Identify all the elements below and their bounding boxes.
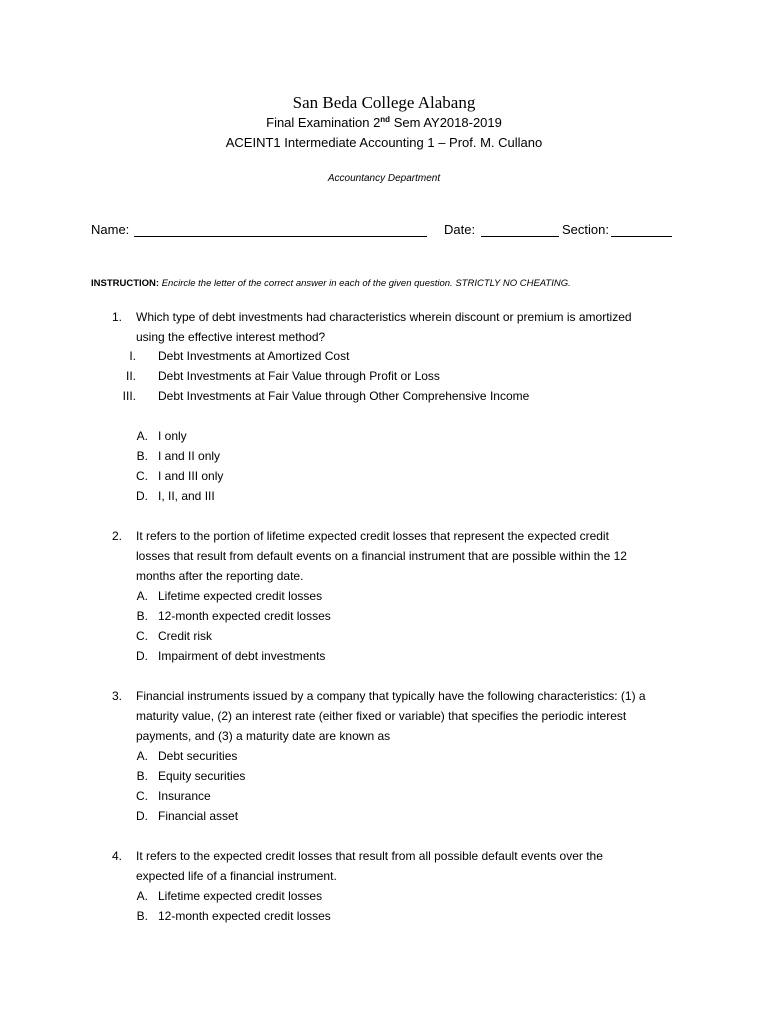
statement-text: Debt Investments at Amortized Cost — [158, 349, 350, 363]
option-letter-b[interactable]: B. — [136, 769, 148, 783]
option-text: I, II, and III — [158, 489, 215, 503]
option-text: Equity securities — [158, 769, 246, 783]
department-name: Accountancy Department — [327, 173, 441, 184]
section-blank-line[interactable] — [611, 236, 672, 237]
section-label: Section: — [562, 222, 609, 237]
instruction-label: INSTRUCTION: — [91, 278, 160, 289]
option-letter-a[interactable]: A. — [136, 429, 148, 443]
option-text: Lifetime expected credit losses — [158, 589, 323, 603]
option-letter-c[interactable]: C. — [136, 789, 148, 803]
exam-title-ordinal: nd — [380, 115, 391, 124]
statement-text: Debt Investments at Fair Value through Profit or Loss — [158, 369, 440, 383]
exam-title-post: Sem AY2018-2019 — [390, 115, 502, 130]
question-text — [136, 846, 676, 886]
option-text: 12-month expected credit losses — [158, 609, 331, 623]
option-text: Debt securities — [158, 749, 238, 763]
option-letter-c[interactable]: C. — [136, 469, 148, 483]
option-text: I only — [158, 429, 187, 443]
name-label: Name: — [91, 222, 130, 237]
option-text: Impairment of debt investments — [158, 649, 326, 663]
statement-numeral: I. — [129, 349, 136, 363]
question-text — [136, 526, 676, 586]
student-info-fields — [91, 222, 691, 242]
statement-text: Debt Investments at Fair Value through Other Comprehensive Income — [158, 389, 530, 403]
option-letter-d[interactable]: D. — [136, 649, 148, 663]
question-line: using the effective interest method? — [136, 330, 326, 344]
instruction-text: Encircle the letter of the correct answer in each of the given question. STRICTLY NO CHEATING. — [161, 278, 571, 289]
option-text: Credit risk — [158, 629, 213, 643]
option-letter-a[interactable]: A. — [136, 889, 148, 903]
question-line: It refers to the expected credit losses that result from all possible default events over the — [136, 849, 603, 863]
option-letter-d[interactable]: D. — [136, 809, 148, 823]
option-text: I and II only — [158, 449, 221, 463]
option-text: Lifetime expected credit losses — [158, 889, 323, 903]
question-line: expected life of a financial instrument. — [136, 869, 337, 883]
option-letter-c[interactable]: C. — [136, 629, 148, 643]
question-number: 3. — [112, 689, 123, 703]
exam-title-pre: Final Examination 2 — [266, 115, 381, 130]
option-text: I and III only — [158, 469, 224, 483]
question-line: losses that result from default events on a financial instrument that are possible within the 12 — [136, 549, 627, 563]
exam-title — [0, 115, 768, 130]
question-number: 1. — [112, 310, 123, 324]
option-text: 12-month expected credit losses — [158, 909, 331, 923]
question-line: Which type of debt investments had characteristics wherein discount or premium is amortized — [136, 310, 632, 324]
option-text: Financial asset — [158, 809, 239, 823]
question-line: payments, and (3) a maturity date are known as — [136, 729, 391, 743]
question-line: months after the reporting date. — [136, 569, 304, 583]
course-title: ACEINT1 Intermediate Accounting 1 – Prof. M. Cullano — [225, 135, 543, 150]
option-letter-d[interactable]: D. — [136, 489, 148, 503]
college-name: San Beda College Alabang — [292, 93, 476, 112]
name-blank-line[interactable] — [134, 236, 427, 237]
option-letter-a[interactable]: A. — [136, 749, 148, 763]
statement-numeral: II. — [125, 369, 136, 383]
question-text — [136, 686, 676, 746]
question-line: It refers to the portion of lifetime expected credit losses that represent the expected credit — [136, 529, 609, 543]
date-label: Date: — [444, 222, 476, 237]
option-text: Insurance — [158, 789, 211, 803]
question-number: 4. — [112, 849, 123, 863]
option-letter-b[interactable]: B. — [136, 609, 148, 623]
date-blank-line[interactable] — [481, 236, 559, 237]
option-letter-b[interactable]: B. — [136, 449, 148, 463]
option-letter-b[interactable]: B. — [136, 909, 148, 923]
question-text — [136, 307, 676, 347]
option-letter-a[interactable]: A. — [136, 589, 148, 603]
statement-numeral: III. — [122, 389, 136, 403]
question-line: maturity value, (2) an interest rate (either fixed or variable) that specifies the periodic interest — [136, 709, 627, 723]
question-number: 2. — [112, 529, 123, 543]
question-line: Financial instruments issued by a company that typically have the following characteristics: (1) a — [136, 689, 646, 703]
instruction — [91, 278, 571, 289]
